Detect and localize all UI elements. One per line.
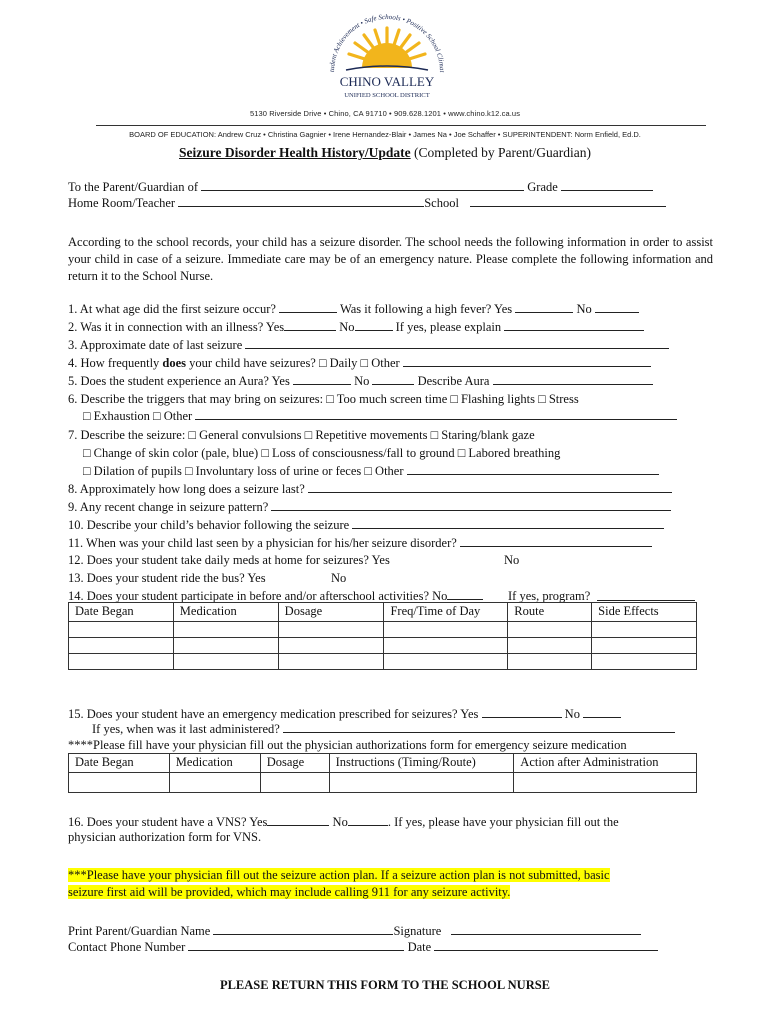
table-cell[interactable]	[69, 622, 174, 638]
q15-no-text: No	[561, 707, 584, 721]
col-dosage: Dosage	[260, 754, 329, 773]
signature-field[interactable]	[451, 924, 641, 935]
phone-field[interactable]	[188, 940, 404, 951]
form-title-sub: (Completed by Parent/Guardian)	[410, 145, 591, 160]
q6-text: 6. Describe the triggers that may bring on seizures: □ Too much screen time □ Flashing lights □ Stress	[68, 392, 579, 406]
question-7	[68, 428, 535, 443]
q15-text: 15. Does your student have an emergency medication prescribed for seizures? Yes	[68, 707, 482, 721]
q16-instructions: . If yes, please have your physician fill out the	[387, 815, 619, 829]
medication-table	[68, 602, 697, 670]
q1-fever-text: Was it following a high fever? Yes	[337, 302, 516, 316]
q13-no-text: No	[331, 571, 347, 585]
date-label: Date	[404, 940, 435, 954]
homeroom-field[interactable]	[178, 196, 424, 207]
question-15	[68, 707, 621, 722]
phone-row	[68, 940, 658, 955]
logo-arc-text: tudent Achievement • Safe Schools • Positive School Climat	[327, 12, 447, 73]
q2-explain-field[interactable]	[504, 320, 644, 331]
print-name-row	[68, 924, 641, 939]
table-cell[interactable]	[278, 654, 384, 670]
q15-yes-field[interactable]	[482, 707, 562, 718]
parent-row	[68, 180, 653, 195]
q4-other-field[interactable]	[403, 356, 651, 367]
table-row	[69, 654, 697, 670]
table-cell[interactable]	[278, 622, 384, 638]
table-cell[interactable]	[329, 773, 514, 793]
homeroom-row	[68, 196, 666, 211]
question-2	[68, 320, 644, 335]
q10-field[interactable]	[352, 518, 664, 529]
table-cell[interactable]	[260, 773, 329, 793]
table-cell[interactable]	[169, 773, 260, 793]
q15-no-field[interactable]	[583, 707, 621, 718]
q15-when-text: If yes, when was it last administered?	[92, 722, 283, 736]
logo-line2: UNIFIED SCHOOL DISTRICT	[344, 92, 430, 99]
table-cell[interactable]	[384, 622, 508, 638]
col-side-effects: Side Effects	[592, 603, 697, 622]
q1-no-text: No	[573, 302, 595, 316]
q5-no-text: No	[350, 374, 373, 388]
logo-line1: CHINO VALLEY	[339, 74, 435, 89]
emergency-table-header	[69, 754, 697, 773]
q11-field[interactable]	[460, 536, 652, 547]
q14-no-field[interactable]	[447, 589, 483, 600]
col-instructions: Instructions (Timing/Route)	[329, 754, 514, 773]
q10-text: 10. Describe your child’s behavior following the seizure	[68, 518, 353, 532]
parent-field[interactable]	[201, 180, 524, 191]
q15-when-field[interactable]	[283, 722, 675, 733]
q2-no-text: No	[336, 320, 355, 334]
question-4	[68, 356, 651, 371]
q1-text: 1. At what age did the first seizure occur?	[68, 302, 280, 316]
q3-text: 3. Approximate date of last seizure	[68, 338, 246, 352]
q8-field[interactable]	[308, 482, 672, 493]
q7-options-2: □ Change of skin color (pale, blue) □ Loss of consciousness/fall to ground □ Labored breathing	[83, 446, 561, 460]
q5-no-field[interactable]	[372, 374, 414, 385]
question-15-followup	[92, 722, 675, 737]
q5-text: 5. Does the student experience an Aura? Yes	[68, 374, 293, 388]
q12-text: 12. Does your student take daily meds at home for seizures? Yes	[68, 553, 390, 567]
q7-options-3: □ Dilation of pupils □ Involuntary loss of urine or feces □ Other	[83, 464, 407, 478]
q2-no-field[interactable]	[355, 320, 393, 331]
notice-line-2: seizure first aid will be provided, which may include calling 911 for any seizure activity.	[68, 885, 511, 899]
q2-explain-text: If yes, please explain	[392, 320, 505, 334]
question-6	[68, 392, 579, 407]
signature-label: Signature	[393, 924, 445, 938]
q2-text: 2. Was it in connection with an illness? Yes	[68, 320, 285, 334]
table-cell[interactable]	[508, 622, 592, 638]
parent-label: To the Parent/Guardian of	[68, 180, 202, 194]
table-cell[interactable]	[69, 773, 170, 793]
emergency-medication-table	[68, 753, 697, 793]
table-cell[interactable]	[592, 654, 697, 670]
table-row	[69, 622, 697, 638]
q13-text: 13. Does your student ride the bus? Yes	[68, 571, 266, 585]
q12-no-text: No	[504, 553, 520, 567]
q16-no-text: No	[329, 815, 348, 829]
form-title-main: Seizure Disorder Health History/Update	[179, 145, 411, 160]
return-form-footer: PLEASE RETURN THIS FORM TO THE SCHOOL NURSE	[219, 978, 551, 992]
question-10	[68, 518, 664, 533]
table-cell[interactable]	[592, 622, 697, 638]
table-cell[interactable]	[69, 638, 174, 654]
table-cell[interactable]	[69, 654, 174, 670]
q5-yes-field[interactable]	[293, 374, 351, 385]
q9-text: 9. Any recent change in seizure pattern?	[68, 500, 272, 514]
district-address: 5130 Riverside Drive • Chino, CA 91710 • 909.628.1201 • www.chino.k12.ca.us	[249, 109, 521, 118]
col-route: Route	[508, 603, 592, 622]
question-6-cont	[83, 409, 677, 424]
q1-age-field[interactable]	[279, 302, 337, 313]
q16-vns-note: physician authorization form for VNS.	[68, 830, 262, 844]
q4-bold-text: does	[162, 356, 187, 370]
q9-field[interactable]	[271, 500, 671, 511]
phone-label: Contact Phone Number	[68, 940, 189, 954]
col-dosage: Dosage	[278, 603, 384, 622]
table-cell[interactable]	[514, 773, 697, 793]
school-label: School	[424, 196, 463, 210]
question-5	[68, 374, 653, 389]
question-11	[68, 536, 652, 551]
question-12	[68, 553, 390, 568]
school-field[interactable]	[470, 196, 666, 207]
q14-program-field[interactable]	[597, 590, 695, 601]
table-cell[interactable]	[173, 638, 278, 654]
q14-text: 14. Does your student participate in before and/or afterschool activities? No	[68, 589, 448, 603]
notice-line-1: ***Please have your physician fill out the seizure action plan. If a seizure action plan is not submitted, basic	[68, 868, 610, 882]
intro-paragraph: According to the school records, your child has a seizure disorder. The school needs the following information in order to assist your child in case of a seizure. Immediate care may be of an emergency nature. Please complete the following information and return it to the School Nurse.	[68, 235, 713, 283]
q8-text: 8. Approximately how long does a seizure last?	[68, 482, 308, 496]
table-row	[69, 773, 697, 793]
table-cell[interactable]	[173, 622, 278, 638]
question-7-line2	[83, 446, 560, 461]
table-cell[interactable]	[592, 638, 697, 654]
q5-aura-text: Describe Aura	[414, 374, 493, 388]
q6-other-text: □ Exhaustion □ Other	[83, 409, 196, 423]
question-8	[68, 482, 672, 497]
col-action-after: Action after Administration	[514, 754, 697, 773]
q4-text: 4. How frequently	[68, 356, 163, 370]
table-cell[interactable]	[173, 654, 278, 670]
question-3	[68, 338, 669, 353]
q1-yes-field[interactable]	[515, 302, 573, 313]
col-medication: Medication	[173, 603, 278, 622]
grade-label: Grade	[527, 180, 561, 194]
grade-field[interactable]	[561, 180, 653, 191]
col-date-began: Date Began	[69, 754, 170, 773]
q6-other-field[interactable]	[195, 409, 677, 420]
table-cell[interactable]	[508, 638, 592, 654]
table-cell[interactable]	[278, 638, 384, 654]
q16-no-field[interactable]	[348, 815, 388, 826]
question-1	[68, 302, 639, 317]
date-field[interactable]	[434, 940, 658, 951]
q5-aura-field[interactable]	[493, 374, 653, 385]
q16-text: 16. Does your student have a VNS? Yes	[68, 815, 268, 829]
q11-text: 11. When was your child last seen by a physician for his/her seizure disorder?	[68, 536, 460, 550]
table-cell[interactable]	[384, 638, 508, 654]
print-name-field[interactable]	[213, 924, 393, 935]
q16-yes-field[interactable]	[267, 815, 329, 826]
col-date-began: Date Began	[69, 603, 174, 622]
action-plan-notice-2	[68, 885, 510, 900]
q7-text: 7. Describe the seizure: □ General convulsions □ Repetitive movements □ Staring/blank gaze	[68, 428, 535, 442]
q3-field[interactable]	[245, 338, 669, 349]
col-medication: Medication	[169, 754, 260, 773]
q15-physician-note: ****Please fill have your physician fill out the physician authorizations form for emergency seizure medication	[68, 738, 627, 752]
q2-yes-field[interactable]	[284, 320, 336, 331]
q1-no-field[interactable]	[595, 302, 639, 313]
district-logo	[322, 6, 452, 106]
question-9	[68, 500, 671, 515]
q4-options: your child have seizures? □ Daily □ Other	[186, 356, 403, 370]
form-title	[0, 145, 770, 160]
sun-icon	[362, 43, 412, 68]
homeroom-label: Home Room/Teacher	[68, 196, 179, 210]
question-13	[68, 571, 266, 586]
header-divider	[96, 125, 706, 126]
col-freq: Freq/Time of Day	[384, 603, 508, 622]
table-cell[interactable]	[384, 654, 508, 670]
q14-program-text: If yes, program?	[508, 589, 591, 603]
board-of-education: BOARD OF EDUCATION: Andrew Cruz • Christina Gagnier • Irene Hernandez-Blair • James Na • Joe Schaffer • SUPERINTENDENT: Norm Enfield, Ed.D.	[129, 130, 641, 139]
print-name-label: Print Parent/Guardian Name	[68, 924, 214, 938]
action-plan-notice	[68, 868, 610, 883]
question-7-line3	[83, 464, 659, 479]
table-cell[interactable]	[508, 654, 592, 670]
table-row	[69, 638, 697, 654]
q7-other-field[interactable]	[407, 464, 659, 475]
question-16	[68, 815, 619, 830]
medication-table-header	[69, 603, 697, 622]
